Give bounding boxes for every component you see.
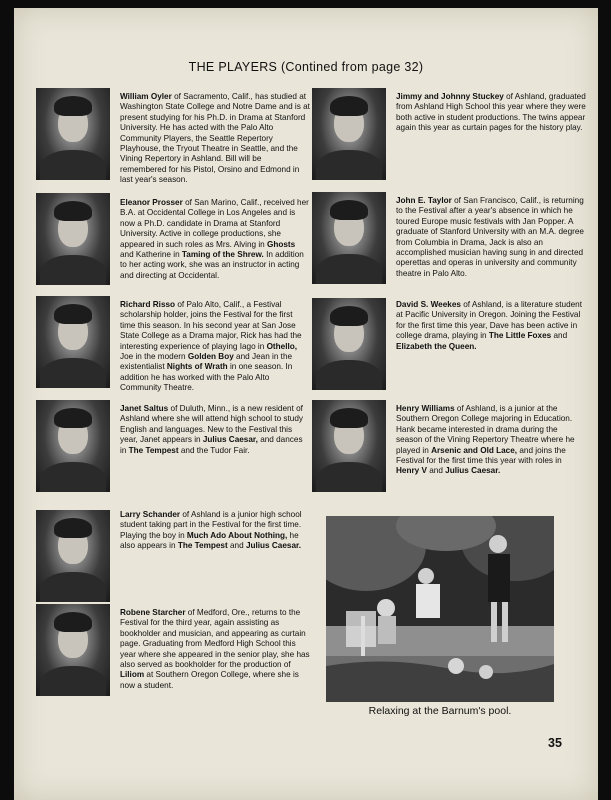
play-title: Julius Caesar. xyxy=(245,541,302,551)
player-photo xyxy=(36,88,110,180)
player-name: John E. Taylor xyxy=(396,196,452,205)
page-number: 35 xyxy=(548,736,562,750)
player-photo xyxy=(312,400,386,492)
play-title: Liliom xyxy=(120,670,145,680)
play-title: Elizabeth the Queen. xyxy=(396,341,477,351)
player-photo xyxy=(312,88,386,180)
player-bio: William Oyler of Sacramento, Calif., has studied at Washington State College and Notre Dame and is at present studying for his Ph.D. in Drama at Stanford University. He has acted with the Palo Alto Community Players, the Seattle Repertory Playhouse, the Tryout Theatre in Seattle, and the Vining Repertory in Ashland. Bill will be remembered for his Pistol, Orsino and Edmond in last year's season. xyxy=(120,92,310,185)
player-bio: Eleanor Prosser of San Marino, Calif., received her B.A. at Occidental College in Los Angeles and is now a Ph.D. candidate in Drama at Stanford University. Active in college productions, she appeared in such roles as Mrs. Alving in Ghosts and Katherine in Taming of the Shrew. In addition to her acting work, she was an instructor in acting and directing at Occidental. xyxy=(120,198,309,280)
pool-photo xyxy=(326,516,554,702)
play-title: Arsenic and Old Lace, xyxy=(431,445,518,455)
player-bio: Robene Starcher of Medford, Ore., returns to the Festival for the third year, again assisting as bookholder and musician, and appearing as curtain page. Graduating from Medford High School this year where she appeared in the senior play, she has also served as bookholder for the production of Liliom at Southern Oregon College, where she is now a student. xyxy=(120,608,310,690)
player-photo xyxy=(312,192,386,284)
play-title: Othello, xyxy=(266,341,298,351)
player-bio: David S. Weekes of Ashland, is a literature student at Pacific University in Oregon. Joining the Festival for the first time this year, Dave has been active in college drama, playing in The Little Foxes and Elizabeth the Queen. xyxy=(396,300,583,351)
play-title: Julius Caesar, xyxy=(202,435,258,445)
play-title: The Tempest xyxy=(128,445,179,455)
player-photo xyxy=(36,296,110,388)
player-bio: Janet Saltus of Duluth, Minn., is a new resident of Ashland where she will attend high school to study English and languages. New to the Festival this year, Janet appears in Julius Caesar, and dances in The Tempest and the Tudor Fair. xyxy=(120,404,303,455)
player-bio: John E. Taylor of San Francisco, Calif., is returning to the Festival after a year's absence in which he toured Europe music festivals with Jan Popper. A graduate of Stanford University with an M.A. degree from Columbia in Drama, Jack is also an accomplished musician having sung in and directed operettas and operas in university and community theatre in Palo Alto. xyxy=(396,196,584,278)
photo-caption: Relaxing at the Barnum's pool. xyxy=(368,705,512,717)
player-name: Henry Williams xyxy=(396,404,455,413)
play-title: Julius Caesar. xyxy=(445,466,501,476)
player-name: William Oyler xyxy=(120,92,172,101)
player-bio: Jimmy and Johnny Stuckey of Ashland, graduated from Ashland High School this year where they were both active in student productions. The twins appear again this year as curtain pages for the history play. xyxy=(396,92,586,133)
player-name: Janet Saltus xyxy=(120,404,169,413)
play-title: Taming of the Shrew. xyxy=(181,250,264,260)
player-photo xyxy=(36,510,110,602)
player-bio: Richard Risso of Palo Alto, Calif., a Festival scholarship holder, joins the Festival for the first time this season. In his second year at San Jose State College as a Drama major, Rick has had the interesting experience of playing Iago in Othello, Joe in the modern Golden Boy and Jean in the existentialist Nights of Wrath in one season. In addition he has worked with the Palo Alto Community Theatre. xyxy=(120,300,302,393)
play-title: Henry V xyxy=(396,466,427,476)
player-name: Eleanor Prosser xyxy=(120,198,183,207)
player-photo xyxy=(36,193,110,285)
play-title: The Tempest xyxy=(177,541,228,551)
player-photo xyxy=(36,400,110,492)
player-name: Richard Risso xyxy=(120,300,176,309)
player-bio: Larry Schander of Ashland is a junior high school student taking part in the Festival for the first time. Playing the boy in Much Ado About Nothing, he also appears in The Tempest and Julius Caesar. xyxy=(120,510,302,551)
play-title: Ghosts xyxy=(267,239,296,249)
player-name: Jimmy and Johnny Stuckey xyxy=(396,92,504,101)
player-bio: Henry Williams of Ashland, is a junior at the Southern Oregon College majoring in Education. Hank became interested in drama during the season of the Vining Repertory Theatre where he played in Arsenic and Old Lace, and joins the Festival for the first time this year with roles in Henry V and Julius Caesar. xyxy=(396,404,575,476)
play-title: Golden Boy xyxy=(187,352,234,362)
play-title: Nights of Wrath xyxy=(166,362,228,372)
pool-scene-illustration xyxy=(326,516,554,702)
play-title: Much Ado About Nothing, xyxy=(186,530,288,540)
player-name: David S. Weekes xyxy=(396,300,461,309)
player-photo xyxy=(36,604,110,696)
player-name: Larry Schander xyxy=(120,510,181,519)
play-title: The Little Foxes xyxy=(488,331,552,341)
page-title: THE PLAYERS (Contined from page 32) xyxy=(188,60,424,74)
player-photo xyxy=(312,298,386,390)
magazine-page xyxy=(14,8,598,800)
player-name: Robene Starcher xyxy=(120,608,186,617)
